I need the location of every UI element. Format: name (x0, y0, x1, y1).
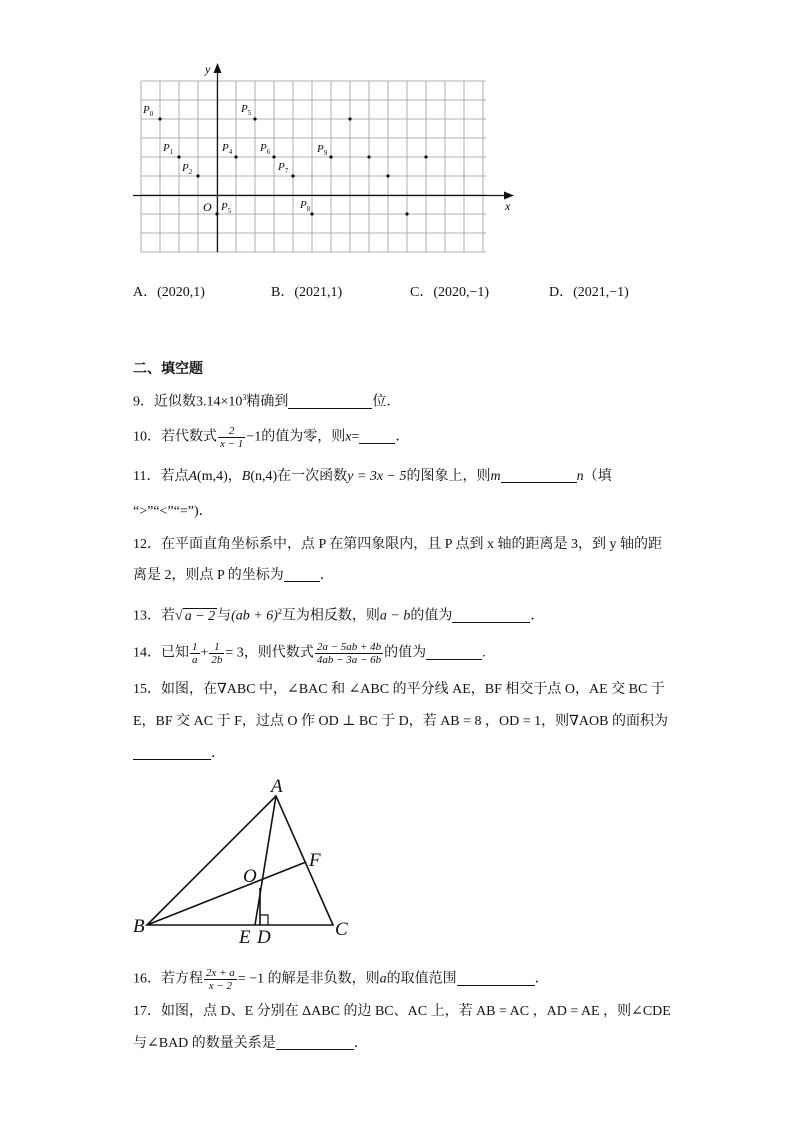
q10-numerator: 2 (218, 425, 245, 438)
q14-text: . (482, 645, 486, 661)
q13-text: ． (530, 608, 545, 624)
origin-label: O (203, 200, 212, 214)
q10-text: ． (395, 429, 410, 445)
q16-text: = −1 的解是非负数，则 (237, 971, 380, 987)
question-9 (133, 389, 400, 412)
numerator: 2x + a (206, 967, 235, 979)
choice-label: D． (549, 285, 574, 300)
dot (196, 174, 199, 177)
q16-fraction (204, 967, 237, 992)
q9-text: 精确到 (246, 394, 289, 410)
q13-exponent: 2 (277, 607, 282, 616)
q14-fraction-1 (190, 641, 200, 666)
q12-text: 离是 2，则点 P 的坐标为 (133, 568, 284, 583)
choice-label: A． (133, 285, 158, 300)
q10-text: 10．若代数式 (133, 429, 217, 445)
q11-text: 11．若点 (133, 469, 189, 484)
q11-point-a-coords: (m,4) (197, 469, 228, 484)
choice-a[interactable] (133, 281, 205, 301)
q13-radicand: a − 2 (184, 608, 216, 624)
dot (424, 155, 427, 158)
q14-text: = 3 (225, 645, 244, 661)
numerator: 1 (192, 641, 198, 653)
label-f: F (309, 850, 321, 871)
q14-answer-blank[interactable] (426, 645, 482, 660)
question-17-line2 (133, 1035, 368, 1053)
point-label-p4: $P_4$ (222, 142, 233, 156)
q16-text: ． (534, 971, 549, 987)
numerator: 1 (209, 641, 224, 654)
question-11-line2: “>”“<”“=”)． (133, 504, 213, 519)
triangle-abc (147, 796, 333, 925)
dot (272, 155, 275, 158)
numerator: 2a − 5ab + 4b (316, 641, 382, 653)
y-axis-arrow (214, 63, 222, 73)
dot (177, 155, 180, 158)
right-angle-mark (260, 915, 268, 925)
q11-text: 在一次函数 (277, 469, 348, 484)
dot (158, 117, 161, 120)
point-label-p1: $P_1$ (163, 142, 174, 156)
label-b: B (133, 916, 145, 937)
y-axis-label: y (205, 62, 211, 76)
point-label-p3: $P_5$ (221, 201, 232, 215)
q13-answer-blank[interactable] (452, 608, 530, 623)
q11-var-n: n (576, 469, 584, 484)
choice-b[interactable] (271, 281, 342, 301)
q13-text: 与 (217, 608, 232, 624)
choice-d[interactable] (549, 281, 629, 301)
label-e: E (239, 927, 251, 948)
q11-var-m: m (490, 469, 501, 484)
q13-text: 的值为 (410, 608, 453, 624)
question-10 (133, 425, 409, 450)
point-label-p6: $P_6$ (260, 142, 271, 156)
section-title: 二、填空题 (133, 361, 203, 377)
point-label-p5: $P_5$ (241, 103, 252, 117)
point-label-p2: $P_2$ (182, 162, 193, 176)
q13-expression: (ab + 6) (231, 608, 278, 624)
q13-expression: a − b (379, 608, 411, 624)
q16-text: 的取值范围 (386, 971, 457, 987)
q16-text: 16．若方程 (133, 971, 203, 987)
q14-fraction-3 (315, 641, 383, 666)
q11-text: ， (227, 469, 242, 484)
q14-text: 14．已知 (133, 645, 189, 661)
q14-fraction-2 (209, 641, 224, 666)
question-15-line3 (133, 745, 225, 763)
q9-number: 3.14×10 (196, 394, 243, 410)
q16-variable: a (379, 971, 387, 987)
q15-text: ． (211, 746, 225, 761)
question-16 (133, 967, 549, 992)
q13-text: 互为相反数，则 (281, 608, 380, 624)
label-o: O (243, 866, 257, 887)
denominator: 4ab − 3a − 6b (316, 654, 382, 666)
q9-text: 9．近似数 (133, 394, 196, 410)
q17-text: ． (353, 1036, 368, 1051)
choice-value: (2020,1) (157, 285, 205, 300)
dot (310, 212, 313, 215)
q17-text: 与∠BAD 的数量关系是 (133, 1036, 276, 1051)
q9-answer-blank[interactable] (288, 394, 372, 409)
q11-text: （填 (583, 469, 612, 484)
dot (367, 155, 370, 158)
q13-text: 13．若 (133, 608, 175, 624)
segment-bf (147, 862, 306, 925)
q9-text: 位． (372, 394, 401, 410)
x-axis-label: x (505, 199, 511, 213)
denominator: x − 2 (208, 980, 233, 992)
question-13: 13．若√ a − 2 与(ab + 6)$^2$互为相反数，则a − b的值为 ． (133, 607, 545, 624)
dot (329, 155, 332, 158)
label-c: C (335, 919, 348, 940)
segment-ae (255, 796, 276, 925)
dot (291, 174, 294, 177)
q10-fraction (218, 425, 245, 450)
q9-exponent: 3 (242, 393, 247, 402)
dot (348, 117, 351, 120)
point-label-p7: $P_7$ (278, 161, 289, 175)
choice-value: (2021,1) (294, 285, 343, 300)
point-label-p8: $P_8$ (300, 199, 311, 213)
choice-value: (2021,−1) (573, 285, 629, 300)
coordinate-grid-figure (130, 58, 520, 258)
question-15-line1: 15．如图，在∇ABC 中，∠BAC 和 ∠ABC 的平分线 AE，BF 相交于点 O，AE 交 BC 于 (133, 682, 665, 697)
dot (215, 212, 218, 215)
q12-answer-blank[interactable] (284, 567, 320, 582)
q16-answer-blank[interactable] (457, 971, 535, 986)
dot (234, 155, 237, 158)
q11-point-a: A (188, 469, 198, 484)
q10-answer-blank[interactable] (359, 429, 395, 444)
point-label-p0: $P_0$ (143, 104, 154, 118)
q15-answer-blank[interactable] (133, 745, 211, 760)
q14-text: 的值为 (384, 645, 427, 661)
dot (405, 212, 408, 215)
label-a: A (271, 776, 283, 797)
question-17-line1: 17．如图，点 D、E 分别在 ΔABC 的边 BC、AC 上，若 AB = AC ，AD = AE ，则∠CDE (133, 1004, 671, 1019)
q10-text: −1的值为零，则 (246, 429, 346, 445)
question-12-line2 (133, 567, 334, 585)
q11-point-b: B (241, 469, 251, 484)
dot (253, 117, 256, 120)
dot (386, 174, 389, 177)
question-14 (133, 641, 486, 666)
q11-point-b-coords: (n,4) (250, 469, 278, 484)
q12-text: ． (319, 568, 334, 583)
q17-answer-blank[interactable] (276, 1035, 354, 1050)
q10-denominator: x − 1 (220, 438, 244, 450)
choice-value: (2020,−1) (433, 285, 490, 300)
q11-function: y = 3x − 5 (347, 469, 407, 484)
q11-answer-blank[interactable] (501, 468, 577, 483)
q10-variable: x (345, 429, 352, 445)
q10-text: = (351, 429, 360, 445)
question-12-line1: 12．在平面直角坐标系中，点 P 在第四象限内，且 P 点到 x 轴的距离是 3，到 y 轴的距 (133, 537, 663, 552)
denominator: a (192, 654, 198, 666)
denominator: 2b (211, 654, 223, 666)
choice-c[interactable] (410, 281, 489, 301)
triangle-figure (128, 770, 358, 950)
q14-text: ，则代数式 (243, 645, 314, 661)
question-11 (133, 468, 612, 486)
choice-label: B． (271, 285, 295, 300)
question-15-line2: E，BF 交 AC 于 F，过点 O 作 OD ⊥ BC 于 D，若 AB = 8 ，OD = 1，则∇AOB 的面积为 (133, 714, 668, 729)
label-d: D (257, 927, 271, 948)
point-label-p9: $P_9$ (317, 143, 328, 157)
q14-text: + (200, 645, 209, 661)
choice-label: C． (410, 285, 434, 300)
q11-text: 的图象上，则 (406, 469, 491, 484)
